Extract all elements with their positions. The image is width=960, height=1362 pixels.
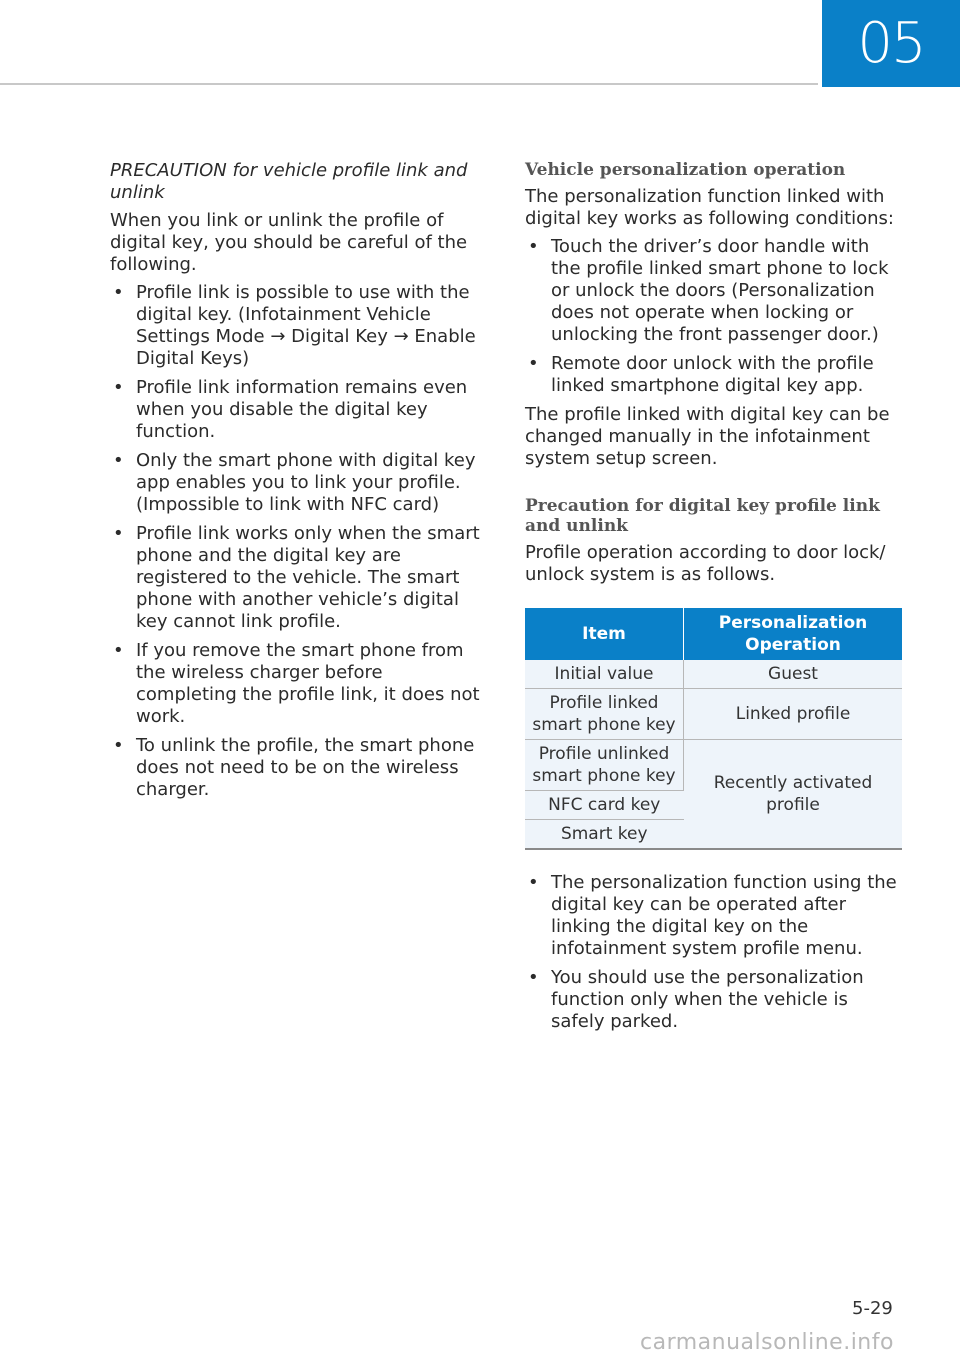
list-item: • If you remove the smart phone from the wireless charger before completing the profile link, it does not work. [113,640,480,727]
list-item: • Profile link is possible to use with the digital key. (Infotainment Vehicle Settings Mode → Digital Key → Enable Digital Keys) [113,282,476,369]
bullet-icon: • [528,236,539,257]
list-item: • Profile link works only when the smart phone and the digital key are registered to the vehicle. The smart phone with another vehicle’s digital key cannot link profile. [113,523,480,632]
chapter-tab [822,0,960,87]
table-header-row [525,608,902,660]
bullet-icon: • [528,872,539,893]
table-cell-item: NFC card key [525,791,684,820]
bullet-icon: • [528,967,539,988]
bullet-icon: • [528,353,539,374]
list-item: • Profile link information remains even when you disable the digital key function. [113,377,468,442]
bullet-icon: • [113,640,124,661]
personalization-outro: The profile linked with digital key can be changed manually in the infotainment system setup screen. [525,404,890,469]
table-cell-operation: Recently activated profile [684,740,903,850]
table-cell-operation: Linked profile [684,689,903,740]
table-cell-item: Initial value [525,660,684,689]
table-cell-operation: Guest [684,660,903,689]
page-number: 5-29 [852,1298,893,1319]
precaution-heading: PRECAUTION for vehicle profile link and unlink [110,160,468,203]
list-item: • Remote door unlock with the profile linked smartphone digital key app. [528,353,874,396]
table-row [525,689,902,740]
profile-precaution-intro: Profile operation according to door lock/ unlock system is as follows. [525,542,886,585]
bullet-icon: • [113,282,124,303]
chapter-number: 05 [857,11,925,76]
bullet-icon: • [113,523,124,544]
bullet-icon: • [113,450,124,471]
header-rule [0,83,818,85]
table-cell-item: Profile linked smart phone key [525,689,684,740]
table-cell-item: Profile unlinked smart phone key [525,740,684,791]
personalization-notes-list [525,872,903,1033]
personalization-list [525,236,903,397]
table-row [525,740,902,791]
list-item: • Touch the driver’s door handle with the profile linked smart phone to lock or unlock the doors (Personalization does not operate when locking or unlocking the front passenger door.) [528,236,889,345]
table-header-item: Item [525,608,684,660]
list-item: • The personalization function using the digital key can be operated after linking the digital key on the infotainment system profile menu. [528,872,897,959]
list-item: • Only the smart phone with digital key app enables you to link your profile. (Impossible to link with NFC card) [113,450,476,515]
table-row [525,660,902,689]
list-item: • You should use the personalization function only when the vehicle is safely parked. [528,967,864,1032]
left-column [110,160,485,808]
personalization-table [525,608,902,850]
right-column [525,160,903,1040]
profile-precaution-heading: Precaution for digital key profile link and unlink [525,496,880,536]
precaution-list [110,282,485,801]
personalization-intro: The personalization function linked with digital key works as following conditions: [525,186,894,229]
personalization-heading: Vehicle personalization operation [525,160,846,180]
watermark: carmanualsonline.info [640,1330,894,1355]
table-header-operation: Personalization Operation [684,608,903,660]
bullet-icon: • [113,377,124,398]
table-cell-item: Smart key [525,820,684,850]
bullet-icon: • [113,735,124,756]
precaution-intro: When you link or unlink the profile of digital key, you should be careful of the following. [110,210,468,275]
list-item: • To unlink the profile, the smart phone does not need to be on the wireless charger. [113,735,475,800]
